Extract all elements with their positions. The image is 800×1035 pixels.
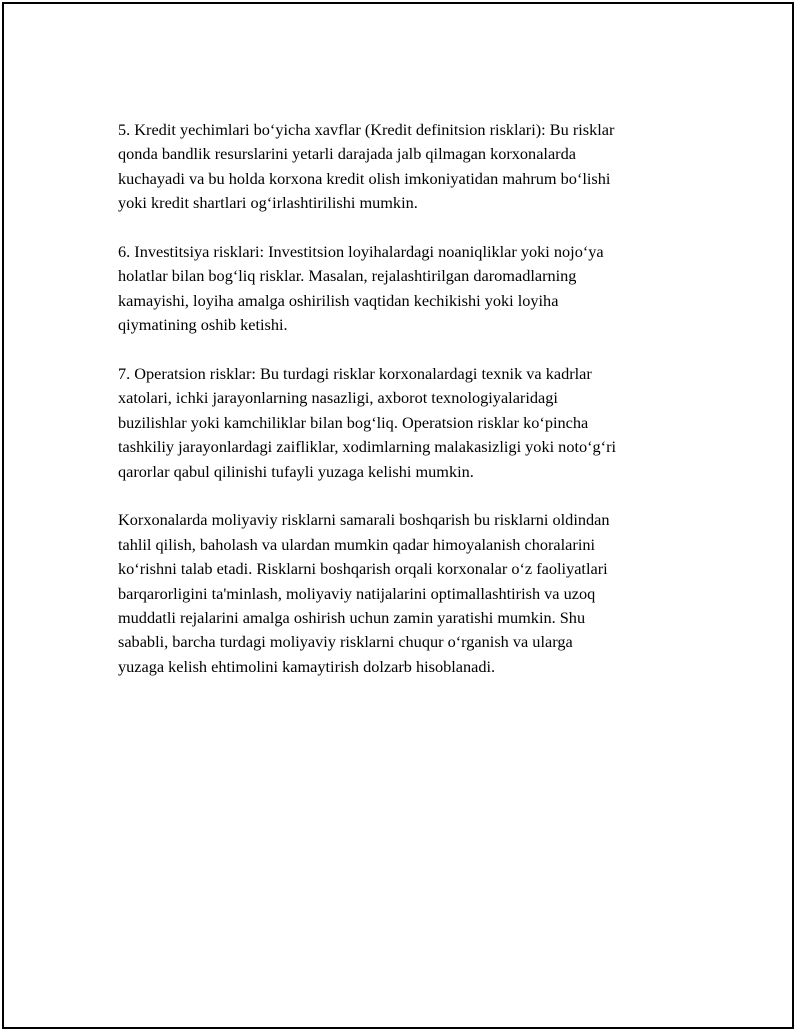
text-line: qonda bandlik resurslarini yetarli darajada jalb qilmagan korxonalarda (118, 144, 576, 164)
text-line: 5. Kredit yechimlari bo‘yicha xavflar (Kredit definitsion risklari): Bu risklar (118, 120, 615, 139)
text-line: kuchayadi va bu holda korxona kredit olish imkoniyatidan mahrum bo‘lishi (118, 168, 611, 188)
text-line: xatolari, ichki jarayonlarning nasazligi, axborot texnologiyalaridagi (118, 388, 558, 408)
text-line: barqarorligini ta'minlash, moliyaviy natijalarini optimallashtirish va uzoq (118, 583, 596, 603)
text-line: 7. Operatsion risklar: Bu turdagi risklar korxonalardagi texnik va kadrlar (118, 364, 592, 384)
text-line: tashkiliy jarayonlardagi zaifliklar, xodimlarning malakasizligi yoki noto‘g‘ri (118, 437, 617, 457)
document-body (118, 118, 698, 704)
text-line: Korxonalarda moliyaviy risklarni samarali boshqarish bu risklarni oldindan (118, 510, 610, 530)
text-line: qarorlar qabul qilinishi tufayli yuzaga kelishi mumkin. (118, 461, 474, 481)
paragraph-operational-risks (118, 362, 698, 484)
text-line: tahlil qilish, baholash va ulardan mumkin qadar himoyalanish choralarini (118, 534, 596, 554)
text-line: buzilishlar yoki kamchiliklar bilan bog‘liq. Operatsion risklar ko‘pincha (118, 412, 589, 432)
paragraph-credit-risks (118, 118, 698, 216)
text-line: kamayishi, loyiha amalga oshirilish vaqtidan kechikishi yoki loyiha (118, 290, 559, 310)
text-line: ko‘rishni talab etadi. Risklarni boshqarish orqali korxonalar o‘z faoliyatlari (118, 559, 608, 579)
text-line: muddatli rejalarini amalga oshirish uchun zamin yaratishi mumkin. Shu (118, 608, 586, 628)
text-line: sababli, barcha turdagi moliyaviy risklarni chuqur o‘rganish va ularga (118, 632, 573, 652)
text-line: yoki kredit shartlari og‘irlashtirilishi mumkin. (118, 193, 418, 213)
text-line: qiymatining oshib ketishi. (118, 315, 288, 335)
paragraph-conclusion (118, 508, 698, 679)
text-line: 6. Investitsiya risklari: Investitsion loyihalardagi noaniqliklar yoki nojo‘ya (118, 242, 604, 262)
paragraph-investment-risks (118, 240, 698, 338)
text-line: yuzaga kelish ehtimolini kamaytirish dolzarb hisoblanadi. (118, 656, 496, 676)
text-line: holatlar bilan bog‘liq risklar. Masalan, rejalashtirilgan daromadlarning (118, 266, 577, 286)
